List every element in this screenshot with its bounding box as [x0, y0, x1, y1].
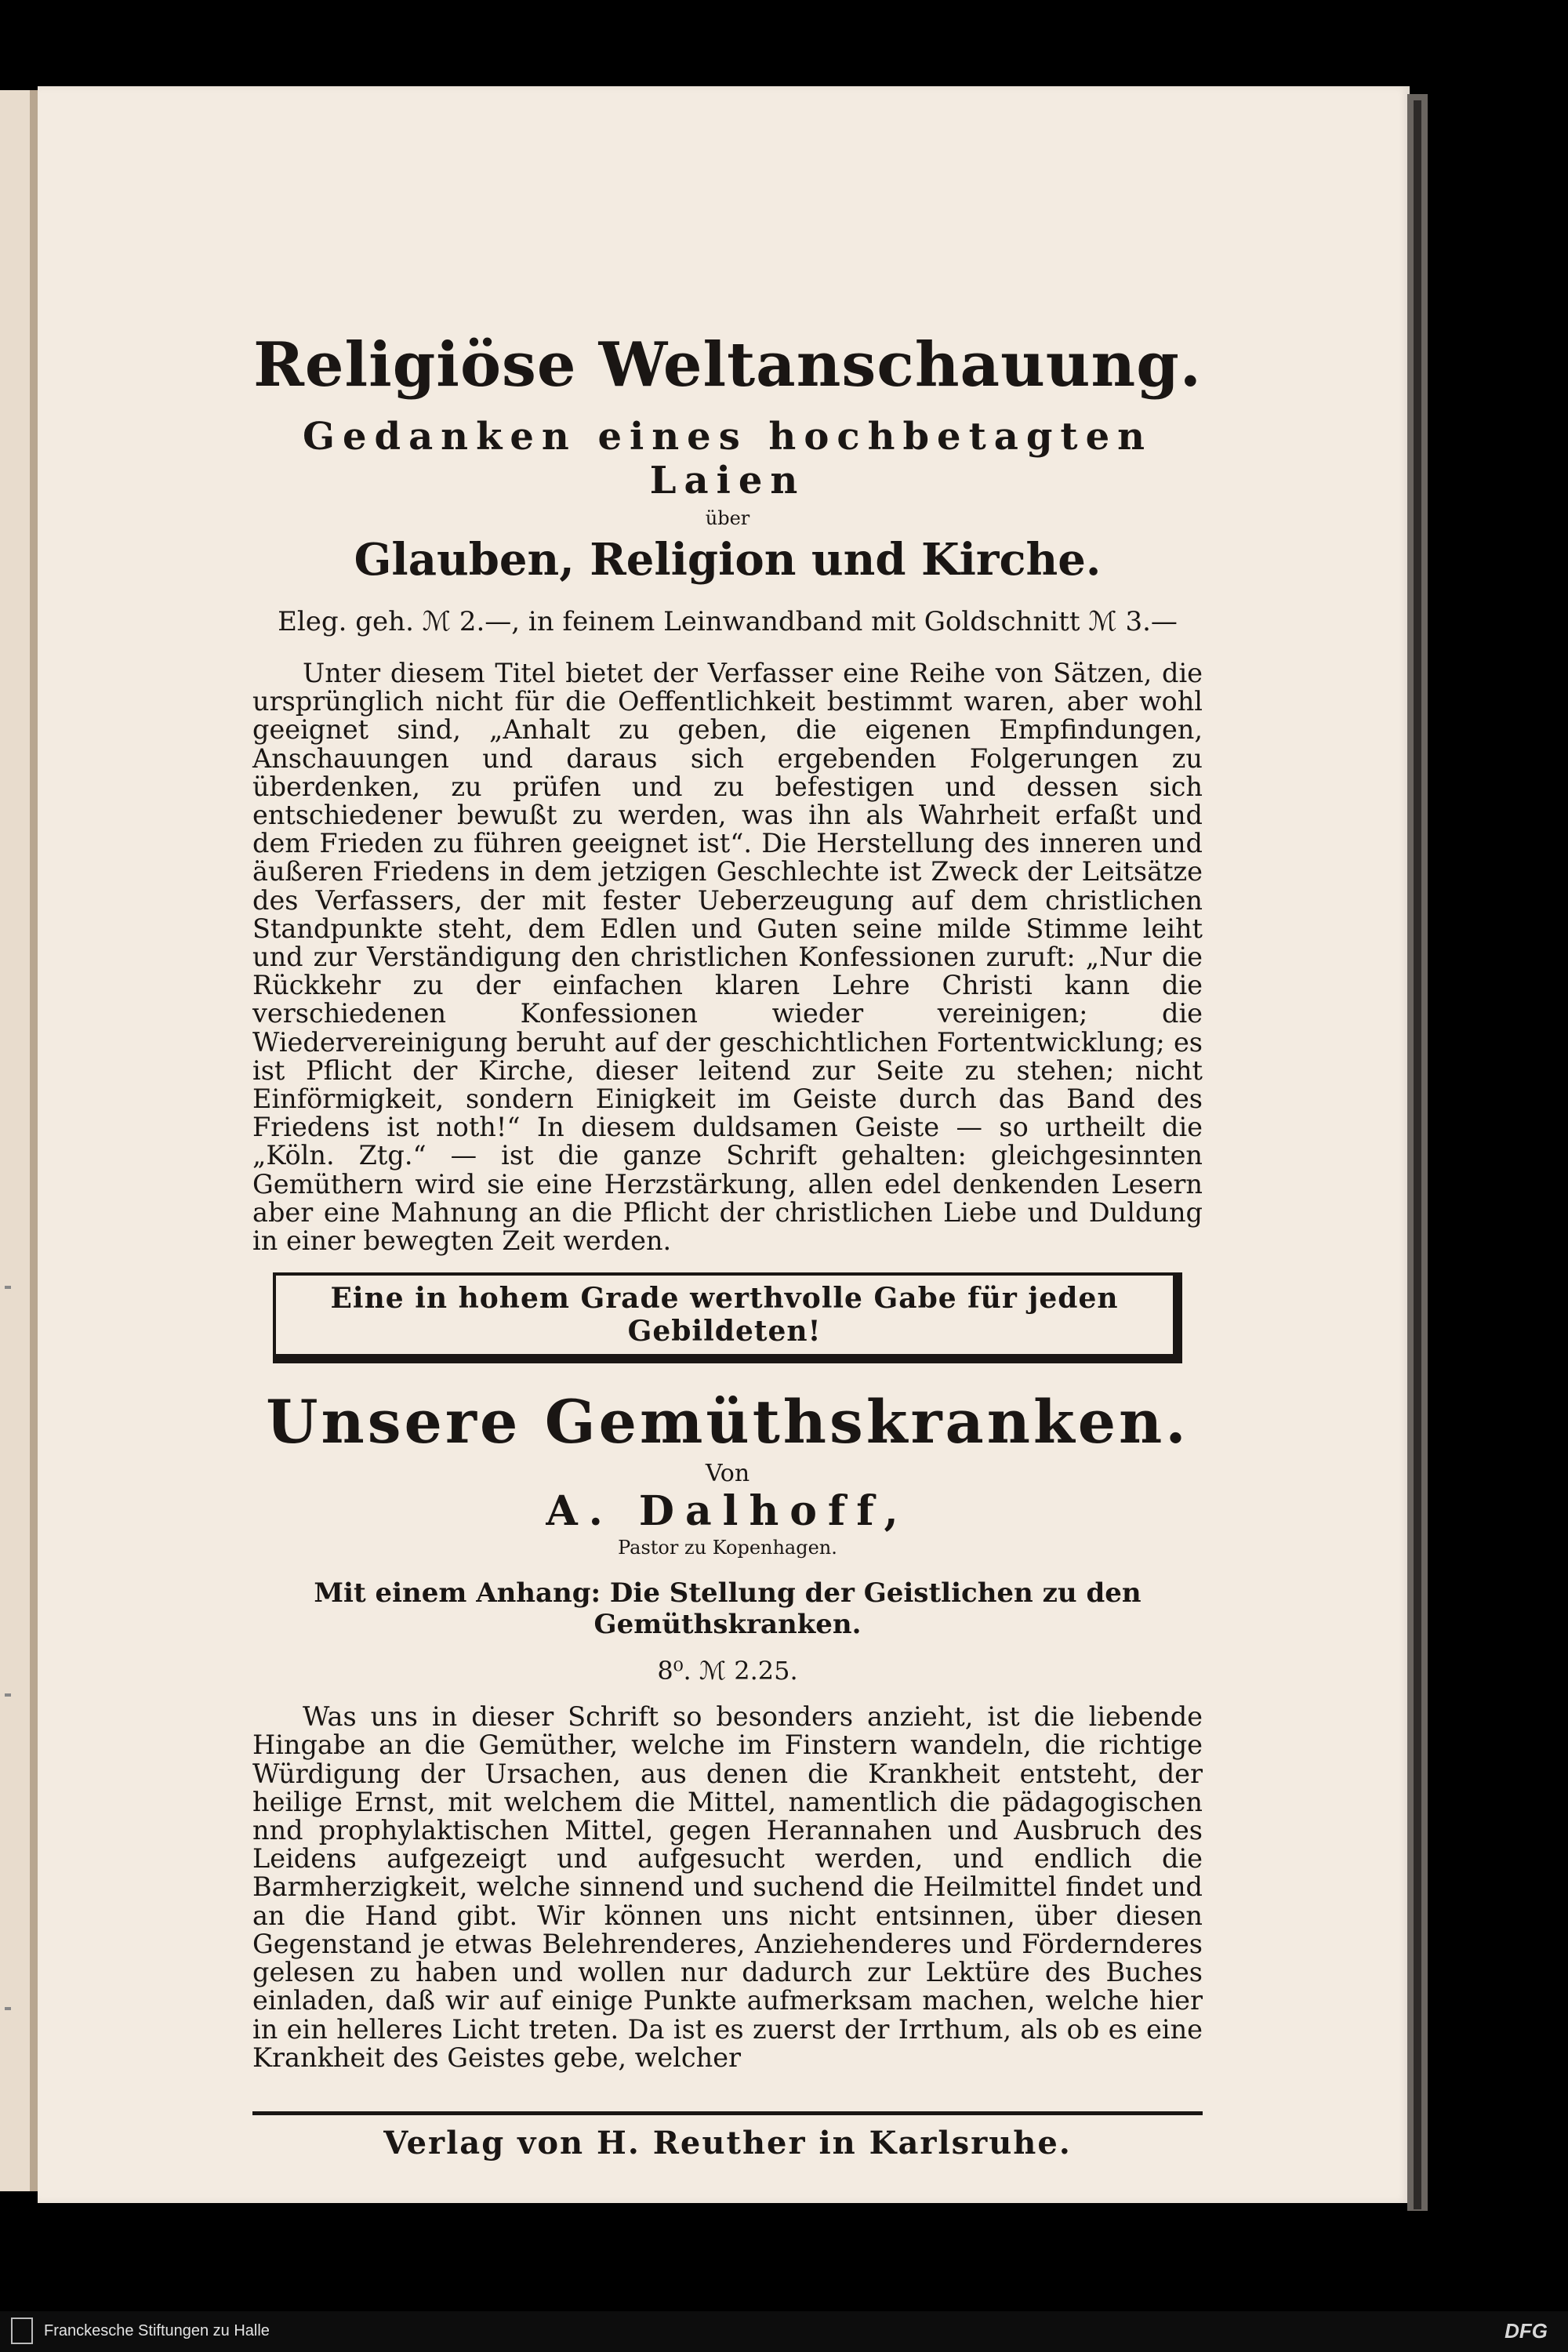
ad1-subtitle: Gedanken eines hochbetagten Laien [302, 415, 1153, 503]
dfg-logo: DFG [1504, 2319, 1548, 2343]
institution-logo-icon [11, 2318, 33, 2344]
page-content [252, 314, 1203, 2161]
ad1-connector: über [705, 507, 750, 529]
book-cover-edge [1414, 100, 1421, 2209]
publisher-line: Verlag von H. Reuther in Karlsruhe. [383, 2124, 1072, 2161]
ad1-body: Unter diesem Titel bietet der Verfasser eine Reihe von Sätzen, die ursprünglich nicht für die Oeffentlichkeit bestimmt waren, aber wohl geeignet sind, „Anhalt zu geben, die eigenen Empfindungen, Anschauungen und daraus sich ergebenden Folgerungen zu überdenken, zu prüfen und zu befestigen und dessen sich entschiedener bewußt zu werden, was ihn als Wahrheit erfaßt und dem Frieden zu führen geeignet ist“. Die Herstellung des inneren und äußeren Friedens in dem jetzigen Geschlechte ist Zweck der Leitsätze des Verfassers, der mit fester Ueberzeugung auf dem christlichen Standpunkte steht, dem Edlen und Guten seine milde Stimme leiht und zur Verständigung den christlichen Konfessionen zuruft: „Nur die Rückkehr zu der einfachen klaren Lehre Christi kann die verschiedenen Konfessionen wieder vereinigen; die Wiedervereinigung beruht auf der geschichtlichen Fortentwicklung; es ist Pflicht der Kirche, dieser leitend zur Seite zu stehen; nicht Einförmigkeit, sondern Einigkeit im Geiste durch das Band des Friedens ist noth!“ In diesem duldsamen Geiste — so urtheilt die „Köln. Ztg.“ — ist die ganze Schrift gehalten: gleichgesinnten Gemüthern wird sie eine Herzstärkung, allen edel denkenden Lesern aber eine Mahnung an die Pflicht der christlichen Liebe und Duldung in einer bewegten Zeit werden. [252, 658, 1203, 1257]
binding-mark [5, 1693, 11, 1697]
ad2-author: A. Dalhoff, [546, 1487, 909, 1536]
binding-mark [5, 1286, 11, 1289]
footer-institution: Franckesche Stiftungen zu Halle [44, 2322, 270, 2339]
ad1-boxed-slogan: Eine in hohem Grade werthvolle Gabe für jeden Gebildeten! [273, 1272, 1182, 1363]
viewer-footer [0, 2311, 1568, 2352]
ad2-author-role: Pastor zu Kopenhagen. [618, 1537, 837, 1559]
ad1-subtitle2: Glauben, Religion und Kirche. [354, 534, 1102, 586]
divider-rule [252, 2111, 1203, 2115]
ad2-appendix: Mit einem Anhang: Die Stellung der Geistlichen zu den Gemüthskranken. [314, 1577, 1142, 1641]
ad2-von: Von [705, 1460, 750, 1488]
ad2-title: Unsere Gemüthskranken. [266, 1387, 1189, 1457]
binding-mark [5, 2007, 11, 2010]
ad2-price: 8⁰. ℳ 2.25. [657, 1656, 798, 1686]
ad1-price-line: Eleg. geh. ℳ 2.—, in feinem Leinwandband mit Goldschnitt ℳ 3.— [278, 606, 1178, 637]
ad2-body: Was uns in dieser Schrift so besonders anzieht, ist die liebende Hingabe an die Gemüther, welche im Finstern wandeln, die richtige Würdigung der Ursachen, aus denen die Krankheit entsteht, der heilige Ernst, mit welchem die Mittel, namentlich die pädagogischen nnd prophylaktischen Mittel, gegen Herannahen und Ausbruch des Leidens aufgezeigt und aufgesucht werden, und endlich die Barmherzigkeit, welche sinnend und suchend die Heilmittel findet und an die Hand gibt. Wir können uns nicht entsinnen, über diesen Gegenstand je etwas Belehrenderes, Anziehenderes und Fördernderes gelesen zu haben und wollen nur dadurch zur Lektüre des Buches einladen, daß wir auf einige Punkte aufmerksam machen, welche hier in ein helleres Licht treten. Da ist es zuerst der Irrthum, als ob es eine Krankheit des Geistes gebe, welcher [252, 1701, 1203, 2073]
ad1-title: Religiöse Weltanschauung. [253, 329, 1202, 401]
ad1-boxed-wrapper [252, 1272, 1203, 1363]
